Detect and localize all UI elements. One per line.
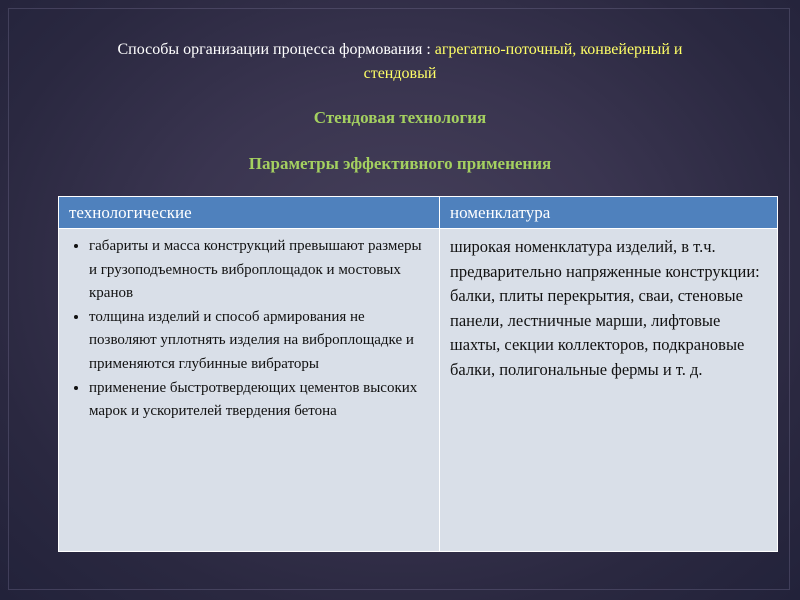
- list-item: • толщина изделий и способ армирования не позволяют уплотнять изделия на виброплощадке и применяются глубинные вибраторы: [89, 306, 431, 377]
- header-technological: технологические: [59, 197, 440, 229]
- table-header-row: [59, 197, 778, 229]
- technological-list: [67, 235, 431, 424]
- slide-subtitle-2: Параметры эффективного применения: [248, 154, 552, 173]
- header-nomenclature: номенклатура: [440, 197, 778, 229]
- table-row: [59, 229, 778, 552]
- parameters-table: [58, 196, 778, 552]
- slide-heading: [30, 38, 770, 86]
- cell-technological: [59, 229, 440, 552]
- heading-highlight-line1: агрегатно-поточный, конвейерный и: [434, 41, 683, 58]
- heading-highlight-line2: стендовый: [363, 65, 437, 82]
- list-item: • применение быстротвердеющих цементов высоких марок и ускорителей твердения бетона: [89, 377, 431, 424]
- nomenclature-text: широкая номенклатура изделий, в т.ч. предварительно напряженные конструкции: балки, плиты перекрытия, сваи, стеновые панели, лестничные марши, лифтовые шахты, секции коллекторов, подкрановые балки, полигональные фермы и т. д.: [450, 237, 760, 379]
- slide-subtitle: Стендовая технология: [313, 108, 487, 127]
- heading-plain: Способы организации процесса формования :: [117, 41, 435, 58]
- cell-nomenclature: [440, 229, 778, 552]
- list-item: • габариты и масса конструкций превышают размеры и грузоподъемность виброплощадок и мостовых кранов: [89, 235, 431, 306]
